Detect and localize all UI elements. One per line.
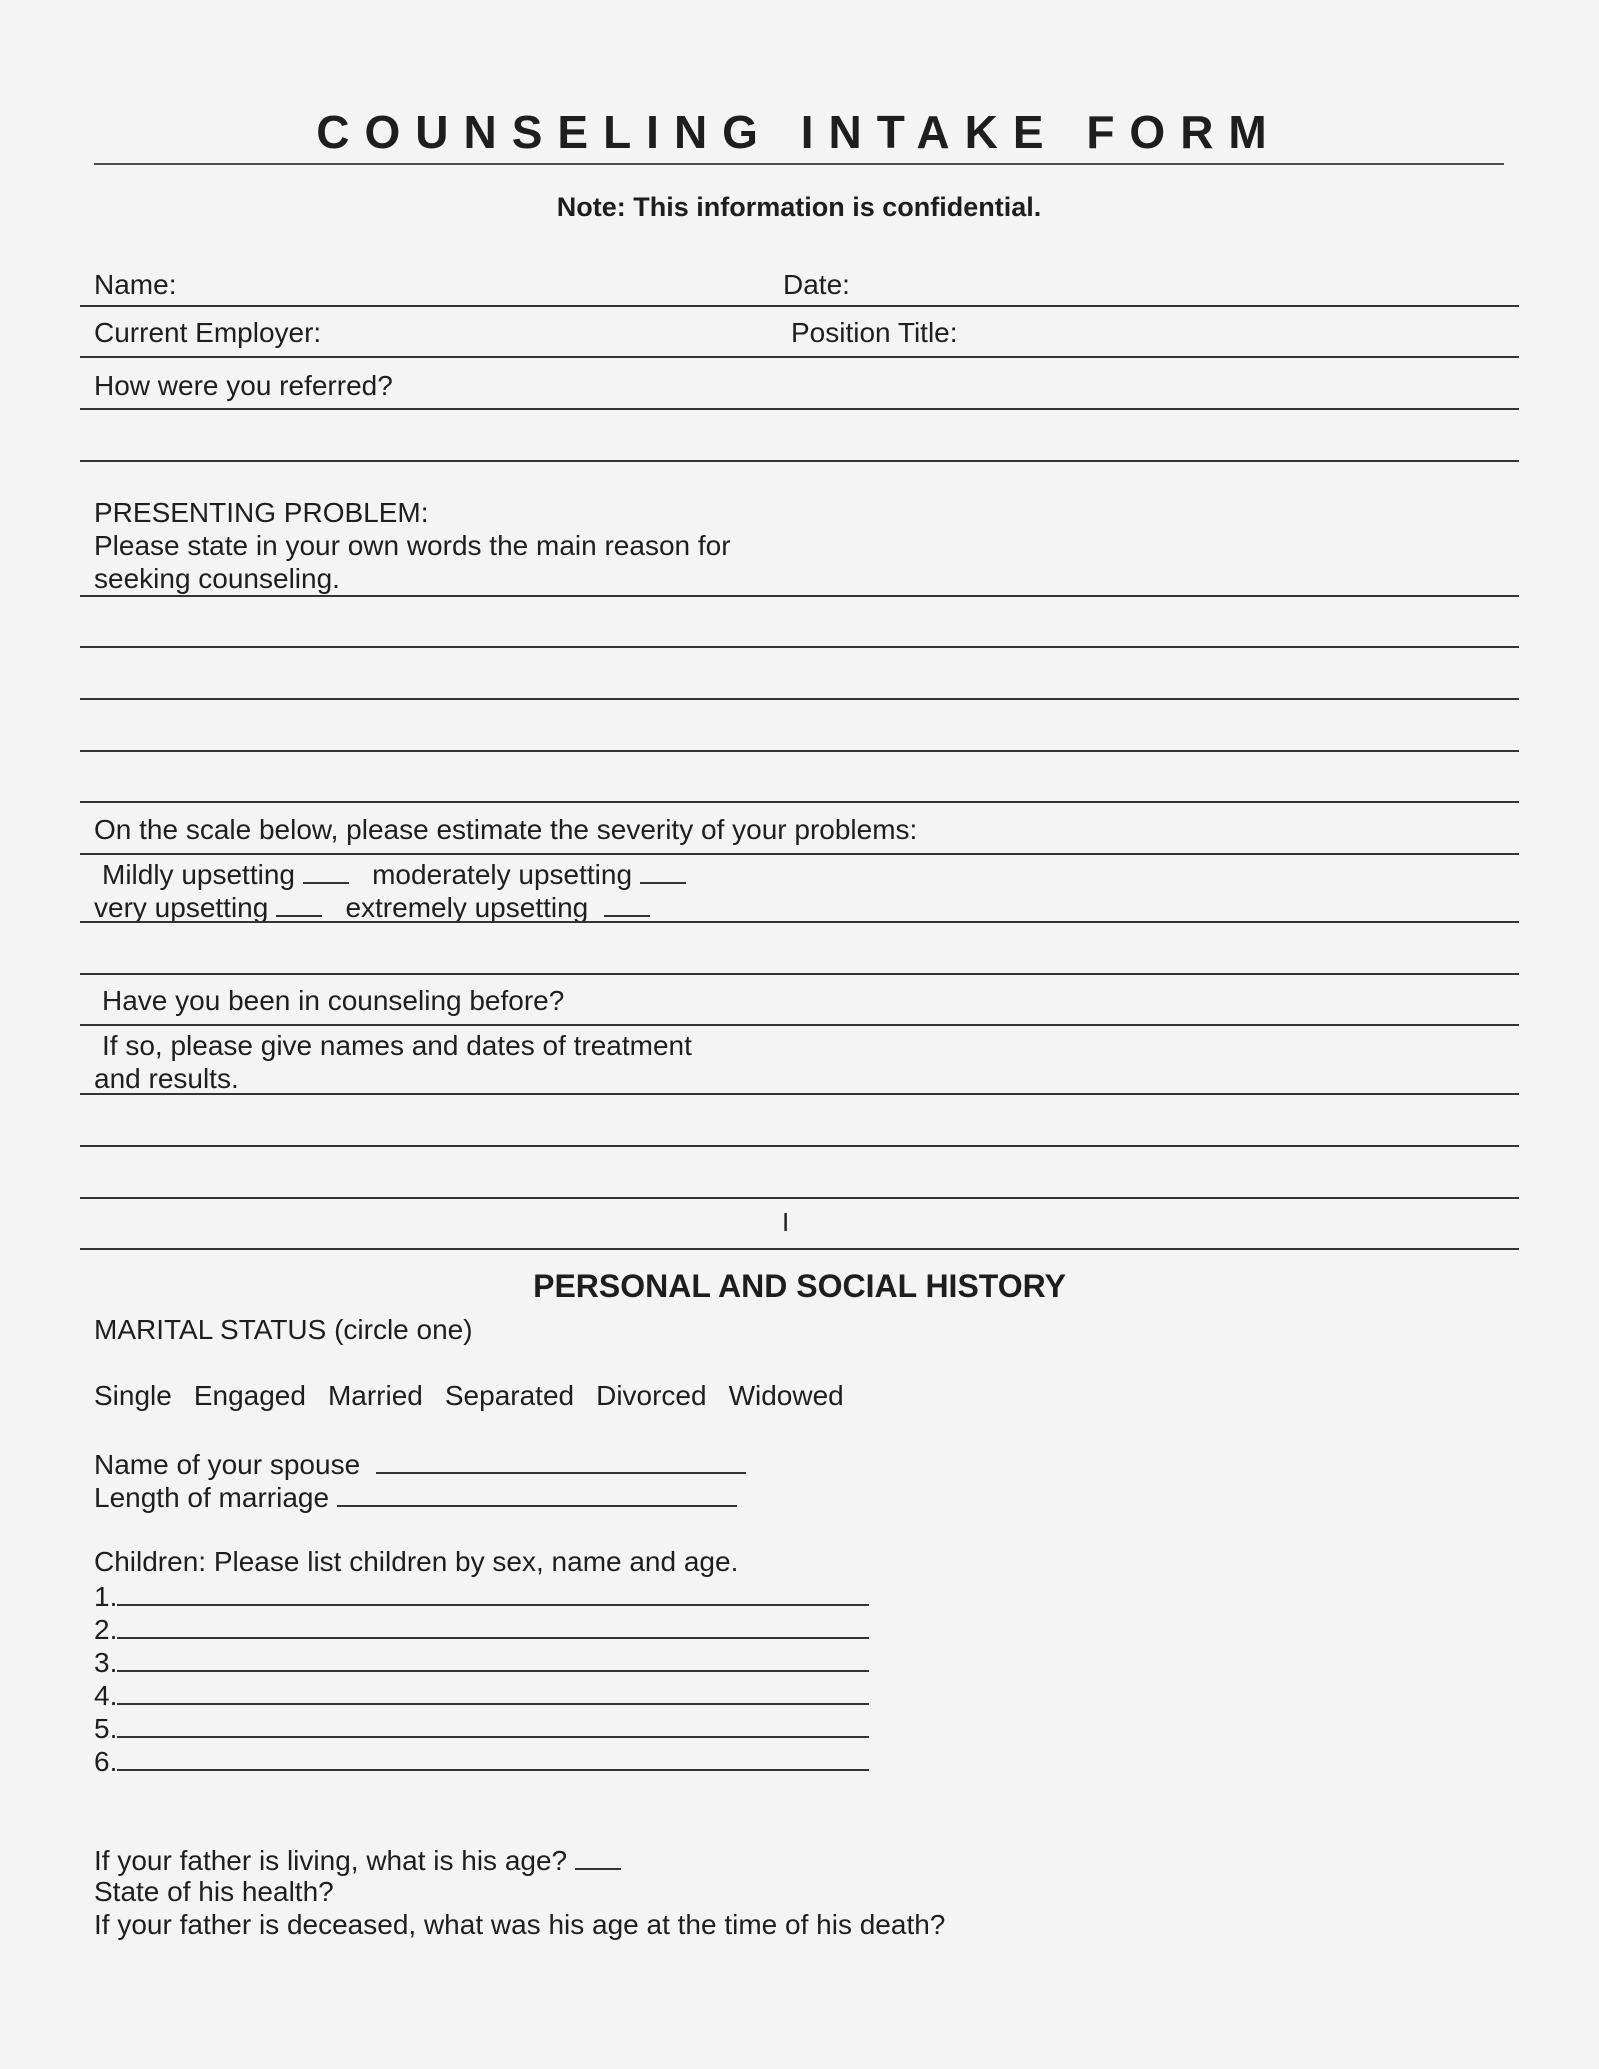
prior-line-1: If so, please give names and dates of treatment <box>102 1030 692 1061</box>
mildly-label: Mildly upsetting <box>102 859 295 890</box>
spouse-label: Name of your spouse <box>94 1449 361 1480</box>
child-row-1 <box>94 1578 869 1613</box>
severity-row-1 <box>102 856 686 891</box>
severity-row-2 <box>94 889 650 924</box>
severity-question-line <box>80 853 1519 855</box>
prior-line-2: and results. <box>94 1063 239 1094</box>
extremely-blank[interactable] <box>604 889 650 917</box>
name-date-line[interactable] <box>80 305 1519 307</box>
marital-status-options <box>94 1379 866 1412</box>
very-blank[interactable] <box>276 889 322 917</box>
prior-answer-line-2[interactable] <box>80 1145 1519 1147</box>
child-blank[interactable] <box>117 1578 869 1606</box>
employer-label: Current Employer: <box>94 317 322 348</box>
status-single[interactable]: Single <box>94 1380 172 1411</box>
child-number: 3. <box>94 1647 118 1678</box>
child-number: 1. <box>94 1581 118 1612</box>
presenting-heading: PRESENTING PROBLEM: <box>94 497 429 528</box>
child-blank[interactable] <box>117 1743 869 1771</box>
child-number: 6. <box>94 1746 118 1777</box>
child-blank[interactable] <box>117 1677 869 1705</box>
referred-line-1[interactable] <box>80 408 1519 410</box>
status-widowed[interactable]: Widowed <box>728 1380 844 1411</box>
child-row-5 <box>94 1710 869 1745</box>
child-number: 5. <box>94 1713 118 1744</box>
child-number: 2. <box>94 1614 118 1645</box>
title-divider <box>94 163 1504 165</box>
presenting-answer-line-2[interactable] <box>80 646 1519 648</box>
child-row-2 <box>94 1611 869 1646</box>
prior-question: Have you been in counseling before? <box>102 985 565 1016</box>
presenting-line-2: seeking counseling. <box>94 563 340 594</box>
presenting-answer-line-3[interactable] <box>80 698 1519 700</box>
presenting-answer-line-4[interactable] <box>80 750 1519 752</box>
moderately-label: moderately upsetting <box>372 859 633 890</box>
marriage-length-row <box>94 1479 737 1514</box>
name-label: Name: <box>94 269 177 300</box>
length-blank[interactable] <box>337 1479 737 1507</box>
presenting-answer-line-5[interactable] <box>80 801 1519 803</box>
father-age-row <box>94 1842 621 1877</box>
child-blank[interactable] <box>117 1710 869 1738</box>
father-age-label: If your father is living, what is his age? <box>94 1845 568 1876</box>
child-number: 4. <box>94 1680 118 1711</box>
severity-question: On the scale below, please estimate the severity of your problems: <box>94 814 918 845</box>
referred-line-2[interactable] <box>80 460 1519 462</box>
very-label: very upsetting <box>94 892 269 923</box>
spouse-blank[interactable] <box>376 1446 746 1474</box>
position-label: Position Title: <box>791 317 958 348</box>
father-health-label: State of his health? <box>94 1876 334 1907</box>
referred-label: How were you referred? <box>94 370 393 401</box>
father-age-blank[interactable] <box>575 1842 621 1870</box>
prior-question-line[interactable] <box>80 1024 1519 1026</box>
prior-answer-line-4[interactable] <box>80 1248 1519 1250</box>
status-married[interactable]: Married <box>327 1380 423 1411</box>
form-title: COUNSELING INTAKE FORM <box>316 106 1282 158</box>
father-deceased-label: If your father is deceased, what was his age at the time of his death? <box>94 1909 946 1940</box>
prior-answer-line-3[interactable] <box>80 1197 1519 1199</box>
extremely-label: extremely upsetting <box>345 892 589 923</box>
children-label: Children: Please list children by sex, name and age. <box>94 1546 739 1577</box>
spouse-row <box>94 1446 746 1481</box>
child-row-6 <box>94 1743 869 1778</box>
status-engaged[interactable]: Engaged <box>193 1380 306 1411</box>
stray-mark: I <box>782 1207 790 1237</box>
marital-status-label: MARITAL STATUS (circle one) <box>94 1314 473 1345</box>
child-row-4 <box>94 1677 869 1712</box>
presenting-line-1: Please state in your own words the main reason for <box>94 530 731 561</box>
severity-line-2[interactable] <box>80 973 1519 975</box>
child-blank[interactable] <box>117 1644 869 1672</box>
history-heading: PERSONAL AND SOCIAL HISTORY <box>533 1268 1066 1304</box>
length-label: Length of marriage <box>94 1482 330 1513</box>
mildly-blank[interactable] <box>303 856 349 884</box>
confidential-note: Note: This information is confidential. <box>556 192 1042 222</box>
date-label: Date: <box>783 269 850 300</box>
employer-position-line[interactable] <box>80 356 1519 358</box>
status-divorced[interactable]: Divorced <box>596 1380 707 1411</box>
child-blank[interactable] <box>117 1611 869 1639</box>
status-separated[interactable]: Separated <box>444 1380 575 1411</box>
presenting-answer-line-1[interactable] <box>80 595 1519 597</box>
child-row-3 <box>94 1644 869 1679</box>
moderately-blank[interactable] <box>640 856 686 884</box>
prior-answer-line-1[interactable] <box>80 1093 1519 1095</box>
severity-line-1[interactable] <box>80 921 1519 923</box>
